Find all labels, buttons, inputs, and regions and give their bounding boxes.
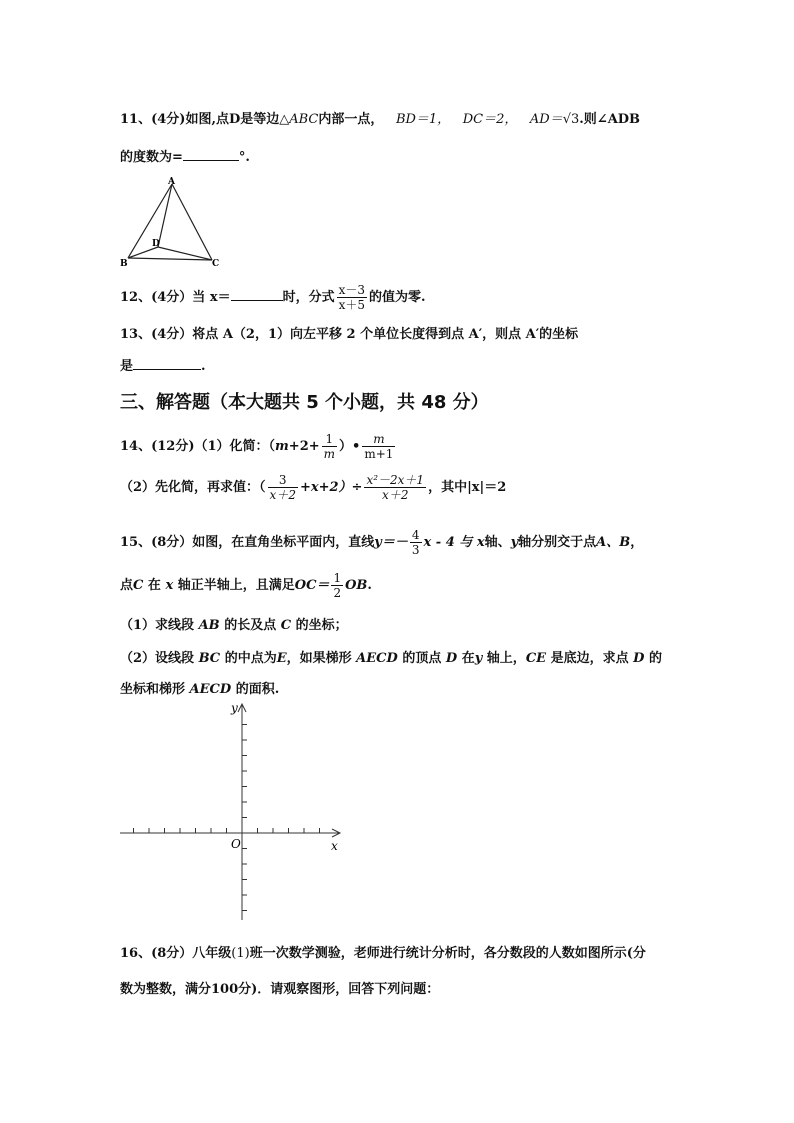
axis-ticks (134, 725, 320, 911)
q15-l1-tail: 轴分别交于点 (518, 535, 597, 550)
origin-label: O (231, 837, 241, 851)
q15-p1-a: （1）求线段 (120, 618, 195, 633)
q13-line2-b: . (201, 359, 206, 374)
q11-line2-b: °. (238, 150, 250, 165)
q11-mid: 内部一点， (318, 112, 384, 127)
q14-p2-frac1 (268, 473, 298, 502)
q14-p1-frac2-num: m (362, 432, 395, 447)
q15-p3-aecd: AECD (189, 682, 232, 697)
q13-line2 (120, 355, 206, 374)
q11-sqrt3: √3 (562, 112, 580, 127)
label-b: B (120, 259, 128, 268)
q15-l1-frac-num: 4 (411, 528, 420, 542)
q15-p2-dpoint: D (445, 651, 458, 666)
q13-line2-a: 是 (120, 359, 134, 374)
q14-p1-m: m (275, 439, 289, 454)
q14-p1-frac1 (322, 432, 337, 461)
q12-prefix: 12、(4分）当 (120, 290, 206, 305)
q15-l2-ob: OB (345, 578, 368, 593)
q15-l1-y2: y (510, 535, 519, 550)
q12-fraction (337, 283, 367, 312)
q13-text: 13、(4分）将点 A（2，1）向左平移 2 个单位长度得到点 A′，则点 A′的坐标 (120, 327, 579, 342)
q14-p1-plus: +2+ (288, 439, 320, 454)
q14-part2 (120, 473, 506, 502)
section-heading (120, 388, 489, 414)
q14-p2-frac2-den: x＋2 (382, 488, 409, 502)
q14-p2-prefix: （2）先化简，再求值：（ (120, 480, 266, 495)
q15-p2-b: 的中点为 (224, 651, 277, 666)
q15-l2-frac-den: 2 (333, 586, 342, 600)
q14-p1-frac1-num: 1 (322, 432, 337, 447)
q15-part3 (120, 678, 279, 697)
q11-line1 (120, 108, 640, 127)
label-d: D (152, 239, 160, 249)
q11-answer-blank[interactable] (183, 148, 239, 161)
q16-l1-b: 班一次数学测验，老师进行统计分析时，各分数段的人数如图所示(分 (249, 946, 646, 961)
q15-l2-oc: OC＝ (294, 578, 330, 593)
q15-p1-b: 的长及点 (224, 618, 277, 633)
q15-l1-mid: x - 4 与 (423, 535, 473, 550)
q13-line1 (120, 323, 578, 342)
q11-prefix: 11、(4分)如图,点D是等边 (120, 112, 280, 127)
q15-p2-ce: CE (525, 651, 547, 666)
q15-l1-x: x (476, 535, 485, 550)
q15-p3-b: 的面积. (235, 682, 280, 697)
q15-p1-ab: AB (198, 618, 220, 633)
q14-p2-frac1-num: 3 (268, 473, 298, 488)
edge-bc (128, 258, 212, 260)
q15-l2-end: . (367, 578, 372, 593)
q15-l1-mid2: 轴、 (484, 535, 511, 550)
q15-l1-ab: A、B (596, 535, 631, 550)
q15-l1-frac-den: 3 (411, 543, 420, 557)
q15-line2 (120, 571, 372, 600)
q11-tail: .则∠ADB (579, 112, 641, 127)
q14-p1-frac2 (362, 432, 395, 461)
q15-l2-prefix: 点 (120, 578, 134, 593)
q15-l2-c: C (133, 578, 144, 593)
q15-coordinate-figure (118, 700, 348, 925)
y-axis-label: y (231, 701, 238, 715)
q12-mid: 时，分式 (282, 290, 335, 305)
q14-p1-close: ）• (339, 439, 361, 454)
q15-p2-a: （2）设线段 (120, 651, 195, 666)
q16-l1-paren: (1) (231, 946, 250, 961)
q16-line2 (120, 978, 439, 997)
q15-p2-e: E (276, 651, 287, 666)
q14-p2-frac2-num: x²－2x＋1 (366, 473, 425, 487)
q12-tail: 的值为零. (369, 290, 426, 305)
q15-part1 (120, 614, 348, 633)
q15-p1-c-tail: 的坐标； (295, 618, 348, 633)
q15-p2-y: y (474, 651, 483, 666)
q16-line1 (120, 942, 646, 961)
segment-dc (158, 247, 212, 260)
q11-line2 (120, 146, 250, 165)
x-axis-label: x (331, 839, 338, 853)
q15-p2-h: 的 (648, 651, 662, 666)
q15-p2-c: ，如果梯形 (286, 651, 352, 666)
q11-line2-a: 的度数为= (120, 150, 183, 165)
q14-part1 (120, 432, 397, 461)
segment-ad (158, 184, 172, 247)
q15-p1-c: C (280, 618, 292, 633)
q15-p2-e-text: 在 (461, 651, 475, 666)
q15-l2-frac (331, 571, 343, 600)
q11-triangle-sym: △ (279, 112, 290, 127)
edge-ab (128, 184, 172, 258)
q11-bd: BD＝1， (395, 112, 451, 127)
q15-part2 (120, 647, 662, 666)
q14-p1-frac2-den: m+1 (364, 447, 394, 461)
section-title: 三、解答题（本大题共 5 个小题，共 48 分） (120, 392, 489, 413)
q14-p2-frac1-den: x＋2 (269, 488, 296, 502)
q16-l2: 数为整数，满分100分)．请观察图形，回答下列问题： (120, 982, 440, 997)
q14-p1-frac1-den: m (323, 447, 336, 461)
q12-line (120, 283, 426, 312)
q15-l2-mid: 在 (147, 578, 161, 593)
q15-l1-frac (410, 528, 422, 557)
q14-p2-tail: ，其中|x|＝2 (428, 480, 507, 495)
q14-p2-frac2 (364, 473, 426, 502)
edge-ac (172, 184, 212, 260)
q11-ad: AD＝ (529, 112, 563, 127)
q15-p2-d2: D (633, 651, 645, 666)
label-c: C (212, 259, 220, 268)
q15-line1 (120, 528, 643, 557)
q11-triangle-figure (118, 176, 228, 268)
q14-p1-prefix: 14、(12分)（1）化简：（ (120, 439, 276, 454)
q15-p2-aecd: AECD (356, 651, 398, 666)
q15-l2-mid2: 轴正半轴上，且满足 (177, 578, 295, 593)
q15-p3-a: 坐标和梯形 (120, 682, 186, 697)
q15-p2-bc: BC (198, 651, 221, 666)
q13-answer-blank[interactable] (133, 357, 201, 370)
q14-p2-mid: +x+2）÷ (299, 480, 363, 495)
q12-frac-den: x＋5 (338, 298, 366, 312)
q11-abc: ABC (289, 112, 319, 127)
q15-l1-prefix: 15、(8分）如图，在直角坐标平面内，直线 (120, 535, 375, 550)
q15-p2-g: 是底边，求点 (550, 651, 629, 666)
q15-p2-d: 的顶点 (402, 651, 442, 666)
q15-l2-x: x (165, 578, 174, 593)
label-a: A (168, 177, 175, 187)
q15-l1-y: y＝－ (374, 535, 408, 550)
q11-dc: DC＝2， (462, 112, 518, 127)
q15-p2-f: 轴上， (486, 651, 526, 666)
q12-answer-blank[interactable] (231, 288, 283, 301)
q16-l1-a: 16、(8分）八年级 (120, 946, 232, 961)
q12-frac-num: x－3 (338, 283, 366, 297)
q12-xeq: x＝ (209, 290, 231, 305)
q15-l1-end: ， (630, 535, 644, 550)
q15-l2-frac-num: 1 (333, 571, 342, 585)
